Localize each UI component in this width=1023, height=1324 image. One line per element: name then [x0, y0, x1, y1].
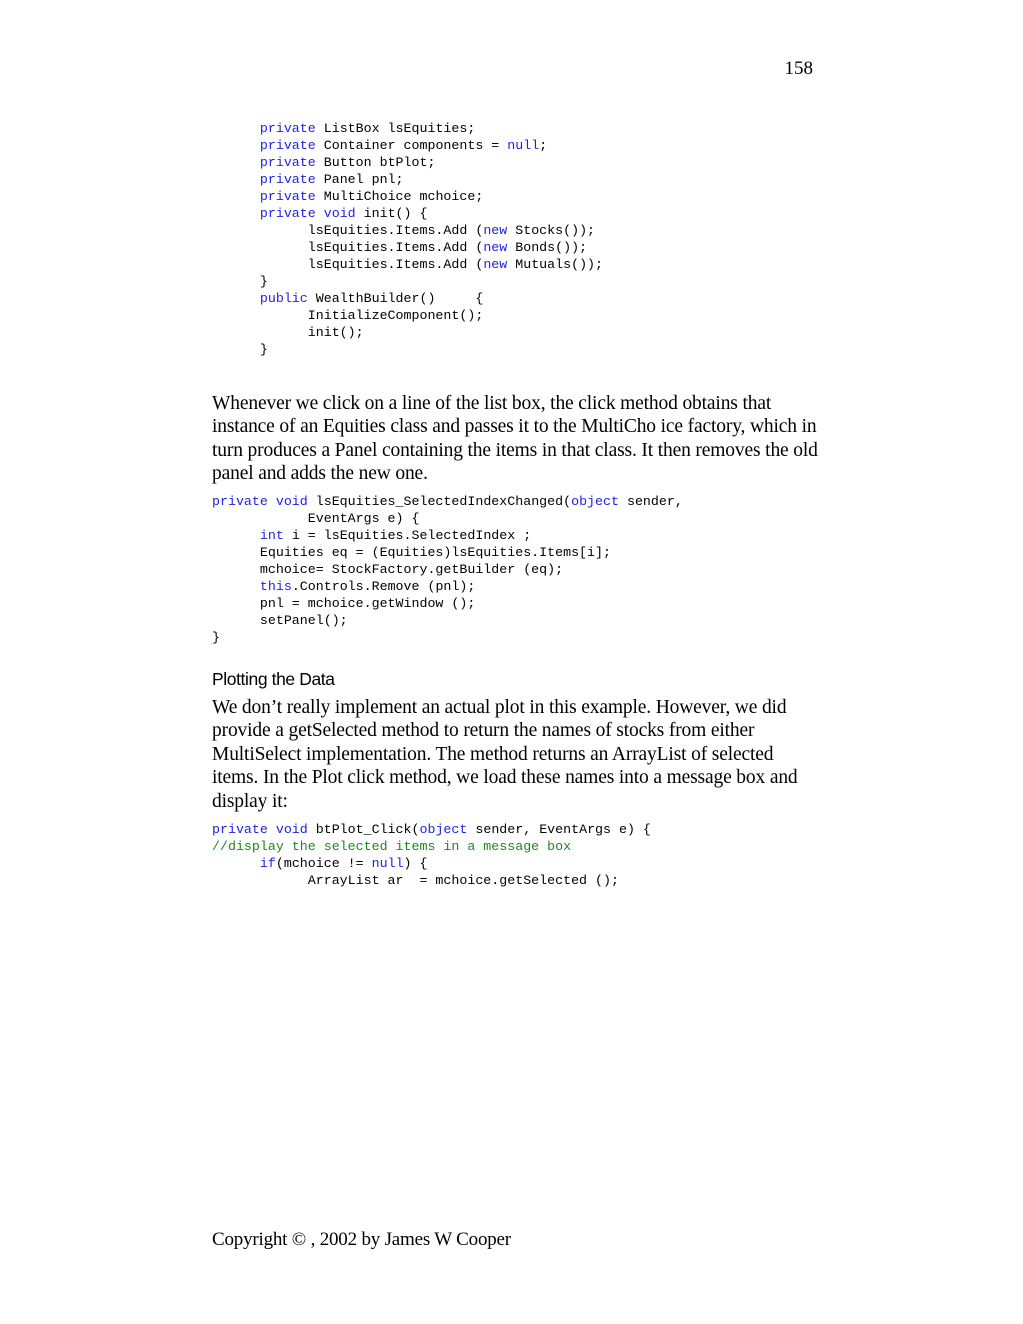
code-keyword: private [212, 822, 268, 837]
code-text [212, 856, 260, 871]
code-keyword: int [259, 528, 284, 543]
code-text: mchoice= StockFactory.getBuilder (eq); [212, 562, 564, 577]
code-text: ListBox lsEquities; [315, 121, 476, 136]
code-text [316, 206, 324, 221]
code-line [212, 171, 603, 188]
code-text [212, 172, 260, 187]
code-line [212, 154, 603, 171]
code-text: } [212, 274, 268, 289]
code-line [212, 205, 603, 222]
code-text [212, 206, 260, 221]
code-text [212, 528, 260, 543]
code-text: sender, [618, 494, 683, 509]
code-text: Button btPlot; [315, 155, 436, 170]
code-line [212, 341, 603, 358]
page-number: 158 [784, 58, 813, 79]
code-keyword: void [323, 206, 356, 221]
code-line [212, 222, 603, 239]
code-line [212, 290, 603, 307]
code-text: EventArgs e) { [212, 511, 420, 526]
code-line [212, 273, 603, 290]
code-keyword: new [483, 223, 508, 238]
code-line [212, 120, 603, 137]
code-text: sender, EventArgs e) { [467, 822, 651, 837]
code-keyword: private [259, 121, 316, 136]
code-line [212, 872, 651, 889]
copyright-footer: Copyright © , 2002 by James W Cooper [212, 1229, 511, 1250]
code-text: Equities eq = (Equities)lsEquities.Items[i]; [212, 545, 611, 560]
code-text [212, 189, 260, 204]
code-keyword: private [259, 138, 316, 153]
code-keyword: object [571, 494, 619, 509]
code-keyword: void [275, 494, 308, 509]
code-text [212, 291, 260, 306]
code-line [212, 561, 683, 578]
code-text [212, 138, 260, 153]
code-line [212, 629, 683, 646]
code-text: ArrayList ar = mchoice.getSelected (); [212, 873, 619, 888]
code-text: Stocks()); [507, 223, 596, 238]
code-keyword: private [212, 494, 268, 509]
code-keyword: new [483, 257, 508, 272]
code-comment: //display the selected items in a message box [212, 839, 572, 854]
code-block-fields-init [212, 120, 603, 358]
code-text: Bonds()); [507, 240, 588, 255]
code-line [212, 239, 603, 256]
code-keyword: object [419, 822, 468, 837]
code-text [268, 822, 276, 837]
code-line [212, 821, 651, 838]
code-text: i = lsEquities.SelectedIndex ; [283, 528, 532, 543]
code-line [212, 307, 603, 324]
code-keyword: private [259, 172, 316, 187]
code-line [212, 855, 651, 872]
code-text [212, 579, 260, 594]
code-text: lsEquities.Items.Add ( [212, 223, 484, 238]
code-text: MultiChoice mchoice; [315, 189, 484, 204]
code-text: InitializeComponent(); [212, 308, 484, 323]
code-text: lsEquities_SelectedIndexChanged( [307, 494, 572, 509]
code-line [212, 256, 603, 273]
code-block-btplot-click [212, 821, 651, 889]
code-text: .Controls.Remove (pnl); [291, 579, 476, 594]
code-keyword: null [507, 138, 540, 153]
paragraph-plotting: We don’t really implement an actual plot in this example. However, we did provide a getSelected method to return the names of stocks from either MultiSelect implementation. The method returns an ArrayList of selected items. In the Plot click method, we load these names into a message box and display it: [212, 697, 798, 812]
code-keyword: private [259, 189, 316, 204]
code-line [212, 595, 683, 612]
code-text: lsEquities.Items.Add ( [212, 257, 484, 272]
code-text: setPanel(); [212, 613, 348, 628]
code-text [212, 121, 260, 136]
code-line [212, 493, 683, 510]
code-line [212, 137, 603, 154]
code-text: } [212, 342, 268, 357]
code-block-selected-index-changed [212, 493, 683, 646]
code-text: Container components = [315, 138, 508, 153]
code-text: btPlot_Click( [307, 822, 420, 837]
code-line [212, 188, 603, 205]
code-keyword: null [371, 856, 404, 871]
code-line [212, 324, 603, 341]
code-text: (mchoice != [275, 856, 372, 871]
code-text: } [212, 630, 220, 645]
code-keyword: void [275, 822, 308, 837]
code-text: ; [539, 138, 548, 153]
code-keyword: private [259, 155, 316, 170]
code-keyword: public [259, 291, 308, 306]
code-text: Mutuals()); [507, 257, 604, 272]
code-text [212, 155, 260, 170]
code-line [212, 544, 683, 561]
code-keyword: private [259, 206, 316, 221]
code-line [212, 838, 651, 855]
code-text: pnl = mchoice.getWindow (); [212, 596, 476, 611]
code-line [212, 510, 683, 527]
code-text: lsEquities.Items.Add ( [212, 240, 484, 255]
code-text: ) { [403, 856, 428, 871]
code-keyword: this [259, 579, 292, 594]
code-line [212, 578, 683, 595]
code-text: init(); [212, 325, 364, 340]
code-text [268, 494, 276, 509]
code-line [212, 527, 683, 544]
code-keyword: if [259, 856, 276, 871]
section-heading-plotting: Plotting the Data [212, 669, 335, 689]
code-text: WealthBuilder() { [307, 291, 484, 306]
paragraph-click-method: Whenever we click on a line of the list box, the click method obtains that instance of an Equities class and passes it to the MultiCho ice factory, which in turn produces a Panel containing the items in that class. It then removes the old panel and adds the new one. [212, 393, 818, 485]
code-line [212, 612, 683, 629]
code-keyword: new [483, 240, 508, 255]
code-text: init() { [355, 206, 428, 221]
code-text: Panel pnl; [315, 172, 404, 187]
